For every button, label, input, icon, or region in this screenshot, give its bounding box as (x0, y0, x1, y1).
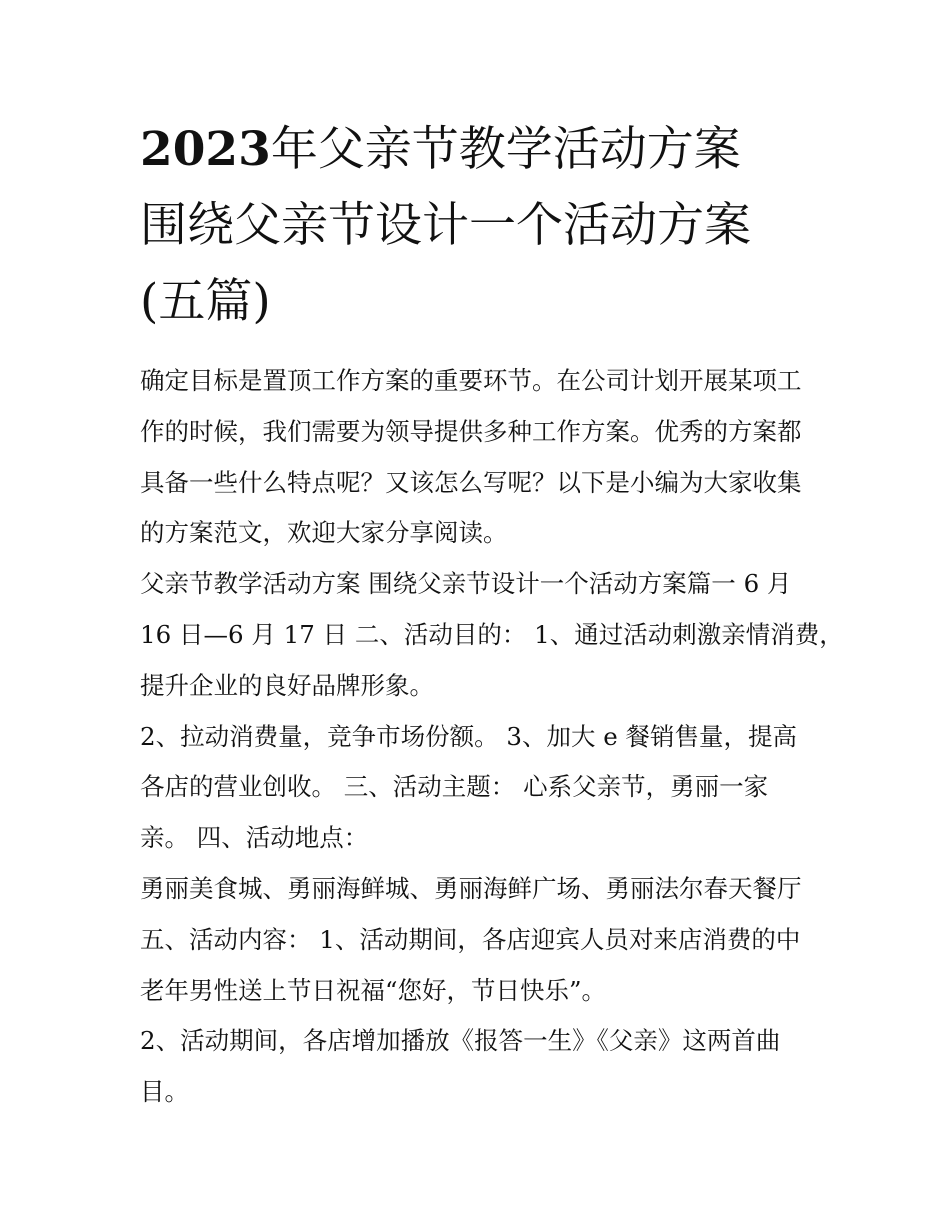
document-title-line-3: (五篇) (140, 274, 271, 329)
body-line: 各店的营业创收。 三、活动主题： 心系父亲节，勇丽一家 (140, 772, 769, 802)
body-line: 16 日—6 月 17 日 二、活动目的： 1、通过活动刺激亲情消费， (140, 619, 844, 649)
body-line: 2、活动期间，各店增加播放《报答一生》《父亲》这两首曲 (140, 1026, 781, 1056)
document-title-line-1 (140, 112, 820, 188)
body-line: 五、活动内容： 1、活动期间，各店迎宾人员对来店消费的中 (140, 924, 801, 954)
title-line-1-text: 年父亲节教学活动方案 (270, 122, 741, 177)
document-body (140, 356, 844, 1118)
body-line: 确定目标是置顶工作方案的重要环节。在公司计划开展某项工 (140, 366, 802, 395)
document-page (140, 112, 844, 1118)
body-line: 作的时候，我们需要为领导提供多种工作方案。优秀的方案都 (140, 416, 802, 446)
body-line: 提升企业的良好品牌形象。 (140, 670, 434, 700)
document-title-line-2: 围绕父亲节设计一个活动方案 (140, 198, 751, 253)
body-line: 父亲节教学活动方案 围绕父亲节设计一个活动方案篇一 6 月 (140, 569, 792, 599)
body-line: 亲。 四、活动地点： (140, 823, 369, 853)
title-year: 2023 (140, 122, 271, 177)
body-line: 具备一些什么特点呢？又该怎么写呢？以下是小编为大家收集 (140, 467, 802, 497)
body-line: 目。 (140, 1077, 189, 1107)
body-line: 2、拉动消费量，竞争市场份额。 3、加大 e 餐销售量，提高 (140, 721, 798, 751)
body-line: 的方案范文，欢迎大家分享阅读。 (140, 518, 508, 548)
body-line: 勇丽美食城、勇丽海鲜城、勇丽海鲜广场、勇丽法尔春天餐厅 (140, 873, 802, 903)
body-line: 老年男性送上节日祝福“您好，节日快乐”。 (140, 975, 607, 1005)
